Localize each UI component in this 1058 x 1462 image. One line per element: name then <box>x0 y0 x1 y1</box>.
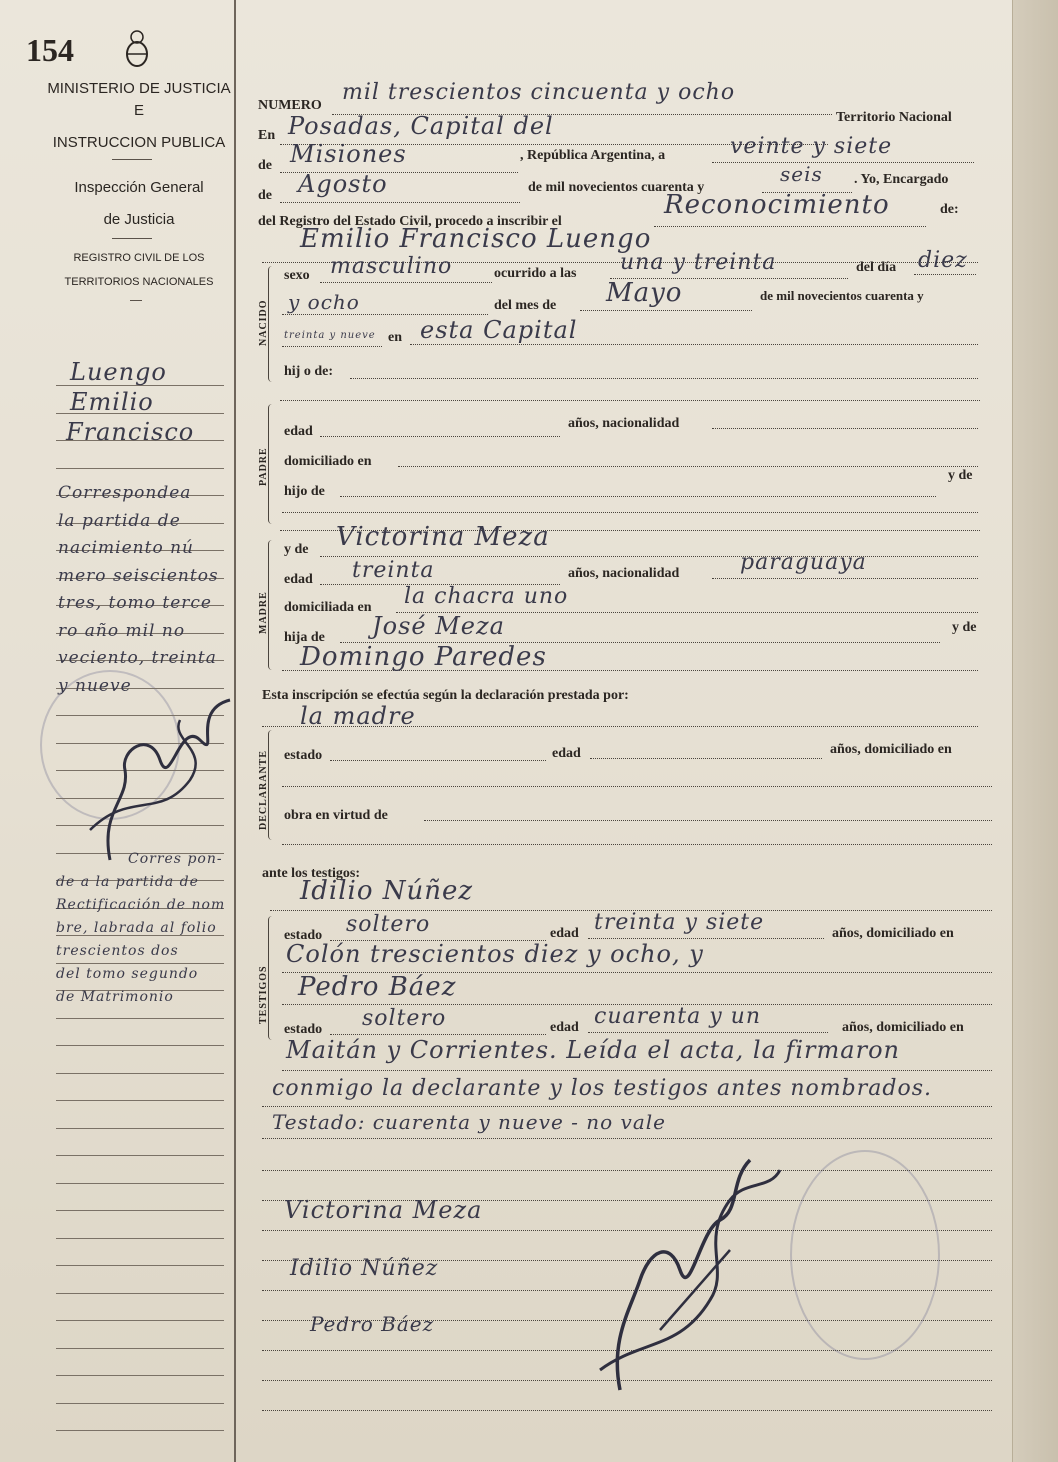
margin-surname: Luengo <box>70 358 167 386</box>
signature-witness1: Idilio Núñez <box>290 1256 439 1281</box>
witness2-address: Maitán y Corrientes. Leída el acta, la firmaron <box>286 1036 900 1064</box>
fill-line <box>262 1106 992 1107</box>
margin-rule <box>56 468 224 469</box>
de-label: de <box>258 188 272 203</box>
fill-line <box>588 938 824 939</box>
fill-line <box>588 1032 828 1033</box>
ocurrido-label: ocurrido a las <box>494 266 577 281</box>
fill-line <box>282 314 488 315</box>
section-label-testigos: TESTIGOS <box>258 965 269 1024</box>
sex: masculino <box>330 254 453 279</box>
anios-domicilio-label: años, domiciliado en <box>842 1020 964 1035</box>
margin-note-line: bre, labrada al folio <box>56 920 217 936</box>
margin-rule <box>56 1320 224 1321</box>
estado-label: estado <box>284 748 323 763</box>
margin-rule <box>56 1018 224 1019</box>
margin-note-line: mero seiscientos <box>58 565 219 586</box>
signature-line <box>262 1410 992 1411</box>
margin-rule <box>56 1155 224 1156</box>
anios-label: años, nacionalidad <box>568 566 680 581</box>
fill-line <box>410 344 978 345</box>
margin-rule <box>56 1293 224 1294</box>
section-brace <box>268 404 276 524</box>
birth-day-cont: y ocho <box>288 290 360 314</box>
numero-label: NUMERO <box>258 98 322 113</box>
witness1-address: Colón trescientos diez y ocho, y <box>286 940 704 968</box>
margin-rule <box>56 1238 224 1239</box>
margin-note-line: Corres pon- <box>128 851 223 867</box>
margin-rule <box>56 1183 224 1184</box>
edad-label: edad <box>550 926 579 941</box>
fill-line <box>580 310 752 311</box>
fill-line <box>282 512 978 513</box>
fill-line <box>712 162 974 163</box>
birth-month: Mayo <box>606 278 683 308</box>
margin-rule <box>56 1265 224 1266</box>
rule <box>112 238 152 239</box>
hijo-label: hij o de: <box>284 364 333 379</box>
estado-label: estado <box>284 928 323 943</box>
act-month: Agosto <box>298 170 388 198</box>
margin-rule <box>56 1100 224 1101</box>
mother-address: la chacra uno <box>404 584 569 609</box>
registry-line: TERRITORIOS NACIONALES <box>64 276 214 288</box>
margin-note-line: Rectificación de nom <box>56 897 226 913</box>
registry-line: REGISTRO CIVIL DE LOS <box>73 252 205 264</box>
birth-day: diez <box>918 248 968 273</box>
page-number: 154 <box>26 32 74 68</box>
act-year: seis <box>780 162 823 186</box>
witness2-status: soltero <box>362 1006 447 1031</box>
fill-line <box>262 1138 992 1139</box>
fill-line <box>320 282 492 283</box>
inspection-heading <box>44 172 234 236</box>
anio-label: de mil novecientos cuarenta y <box>760 288 924 303</box>
domicilio-label: domiciliada en <box>284 600 372 615</box>
binding-edge <box>1012 0 1058 1462</box>
fill-line <box>712 428 978 429</box>
en-label: en <box>388 330 402 345</box>
y-de-label: y de <box>948 468 973 483</box>
declaration-text: Esta inscripción se efectúa según la declaración prestada por: <box>262 688 629 703</box>
registry-heading <box>44 246 234 294</box>
obra-label: obra en virtud de <box>284 808 388 823</box>
margin-note-line: del tomo segundo <box>56 966 199 982</box>
ministry-line: E <box>133 102 144 119</box>
edad-label: edad <box>284 424 313 439</box>
margin-note-line: y nueve <box>58 675 132 696</box>
ministry-line: MINISTERIO DE JUSTICIA <box>47 80 231 97</box>
registro-label: del Registro del Estado Civil, procedo a inscribir el <box>258 214 562 229</box>
fill-line <box>350 378 978 379</box>
fill-line <box>712 578 978 579</box>
witness2-name: Pedro Báez <box>298 972 457 1002</box>
declarant: la madre <box>300 702 416 730</box>
section-label-madre: MADRE <box>258 591 269 634</box>
domicilio-label: domiciliado en <box>284 454 372 469</box>
signature-witness2: Pedro Báez <box>310 1312 435 1336</box>
inspection-line: Inspección General <box>74 179 204 196</box>
section-label-declarante: DECLARANTE <box>258 749 269 830</box>
act-number: mil trescientos cincuenta y ocho <box>342 80 736 105</box>
margin-note-line: nacimiento nú <box>58 538 194 558</box>
testado-note: Testado: cuarenta y nueve - no vale <box>272 1110 666 1134</box>
margin-rule <box>56 1375 224 1376</box>
fill-line <box>320 436 560 437</box>
birth-year: treinta y nueve <box>284 330 376 341</box>
fill-line <box>654 226 926 227</box>
section-brace <box>268 540 276 670</box>
inspection-line: de Justicia <box>103 211 175 228</box>
margin-note-line: trescientos dos <box>56 943 179 959</box>
margin-note-line: de Matrimonio <box>56 989 174 1005</box>
margin-rule <box>56 1045 224 1046</box>
encargado-label: . Yo, Encargado <box>854 172 949 187</box>
de-label: de <box>258 158 272 173</box>
mes-label: del mes de <box>494 298 557 313</box>
section-brace <box>268 730 276 840</box>
ministry-heading <box>44 78 234 154</box>
fill-line <box>330 1034 546 1035</box>
margin-rule <box>56 1348 224 1349</box>
hija-de-label: hija de <box>284 630 325 645</box>
anios-domicilio-label: años, domiciliado en <box>832 926 954 941</box>
y-de-label: y de <box>284 542 309 557</box>
de-colon-label: de: <box>940 202 959 217</box>
margin-given-name: Emilio <box>70 388 154 416</box>
maternal-grandfather: José Meza <box>372 612 505 640</box>
dia-label: del día <box>856 260 897 275</box>
registrar-signature <box>580 1140 800 1400</box>
fill-line <box>590 758 822 759</box>
place: Posadas, Capital del <box>288 112 554 140</box>
mother-age: treinta <box>352 558 435 583</box>
margin-note-line: la partida de <box>58 510 181 531</box>
fill-line <box>340 496 936 497</box>
anios-domicilio-label: años, domiciliado en <box>830 742 952 757</box>
birth-hour: una y treinta <box>620 250 777 275</box>
margin-rule <box>56 1403 224 1404</box>
en-label: En <box>258 128 276 143</box>
witness1-name: Idilio Núñez <box>300 876 474 906</box>
edad-label: edad <box>284 572 313 587</box>
hijo-de-label: hijo de <box>284 484 325 499</box>
coat-of-arms-icon <box>122 28 152 68</box>
fill-line <box>282 786 992 787</box>
margin-note-birth <box>58 480 219 700</box>
act-type: Reconocimiento <box>664 190 890 220</box>
fill-line <box>282 1070 992 1071</box>
margin-note-line: Correspondea <box>58 483 192 503</box>
rule <box>130 300 142 301</box>
ministry-line: INSTRUCCION PUBLICA <box>52 134 226 151</box>
margin-note-rectification <box>56 848 225 1009</box>
margin-rule <box>56 1073 224 1074</box>
y-de-label: y de <box>952 620 977 635</box>
section-label-padre: PADRE <box>258 447 269 486</box>
act-day: veinte y siete <box>730 134 893 159</box>
section-brace <box>268 916 276 1040</box>
estado-label: estado <box>284 1022 323 1037</box>
margin-note-line: veciento, treinta <box>58 648 217 668</box>
fill-line <box>398 466 978 467</box>
republica-label: , República Argentina, a <box>520 148 666 163</box>
edad-label: edad <box>550 1020 579 1035</box>
rule <box>112 159 152 160</box>
witness2-age: cuarenta y un <box>594 1004 762 1029</box>
anios-label: años, nacionalidad <box>568 416 680 431</box>
fill-line <box>280 202 520 203</box>
witness1-status: soltero <box>346 912 431 937</box>
mother-name: Victorina Meza <box>336 522 550 552</box>
closing-text: conmigo la declarante y los testigos antes nombrados. <box>272 1076 932 1101</box>
testigos-intro: ante los testigos: <box>262 866 360 881</box>
faded-stamp <box>790 1150 940 1360</box>
fill-line <box>282 346 382 347</box>
margin-note-line: tres, tomo terce <box>58 593 212 613</box>
maternal-grandmother: Domingo Paredes <box>300 642 547 672</box>
signature-declarant: Victorina Meza <box>284 1196 483 1224</box>
mother-nationality: paraguaya <box>740 550 867 575</box>
margin-signature <box>70 690 240 870</box>
territory: Misiones <box>290 140 407 168</box>
fill-line <box>282 844 992 845</box>
fill-line <box>914 274 976 275</box>
registrant-name: Emilio Francisco Luengo <box>300 224 652 254</box>
margin-rule <box>56 1210 224 1211</box>
fill-line <box>320 556 978 557</box>
sexo-label: sexo <box>284 268 310 283</box>
anio-label: de mil novecientos cuarenta y <box>528 180 705 195</box>
witness1-age: treinta y siete <box>594 910 765 935</box>
territorio-label: Territorio Nacional <box>836 110 952 125</box>
margin-note-line: ro año mil no <box>58 620 186 641</box>
margin-rule <box>56 1430 224 1431</box>
fill-line <box>280 400 980 401</box>
section-label-nacido: NACIDO <box>258 299 269 346</box>
fill-line <box>330 760 546 761</box>
fill-line <box>424 820 992 821</box>
section-brace <box>268 266 276 382</box>
margin-note-line: de a la partida de <box>56 874 199 890</box>
margin-rule <box>56 1128 224 1129</box>
margin-given-name: Francisco <box>66 418 195 446</box>
birth-place: esta Capital <box>420 316 578 344</box>
edad-label: edad <box>552 746 581 761</box>
